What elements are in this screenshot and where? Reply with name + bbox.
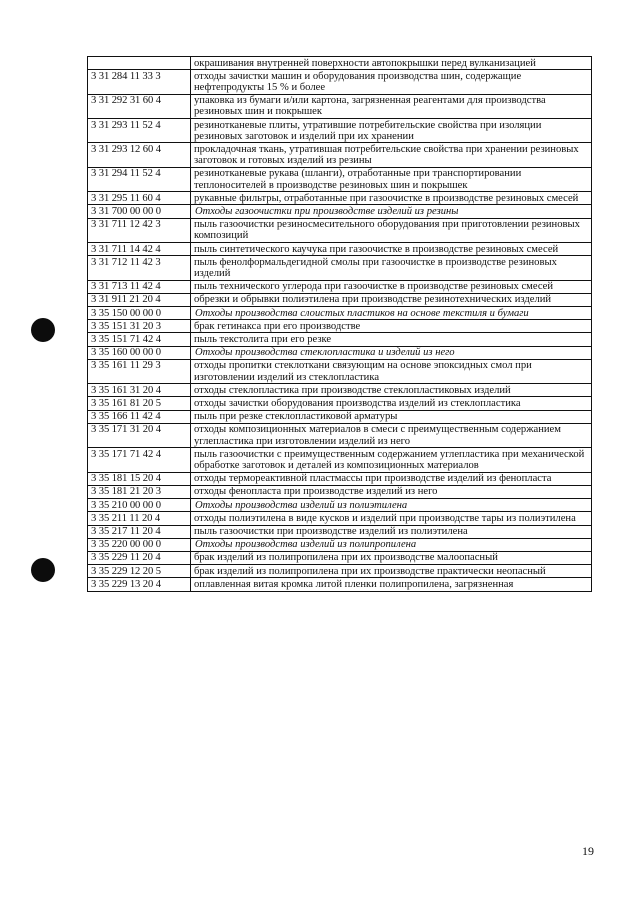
waste-description-cell: упаковка из бумаги и/или картона, загрязненная реагентами для производства резиновых шин и покрышек: [191, 94, 592, 118]
waste-description-cell: отходы стеклопластика при производстве стеклопластиковых изделий: [191, 384, 592, 397]
waste-code-cell: 3 35 181 21 20 3: [88, 485, 191, 498]
waste-code-cell: 3 35 220 00 00 0: [88, 538, 191, 551]
waste-description-cell: окрашивания внутренней поверхности автопокрышки перед вулканизацией: [191, 57, 592, 70]
group-title-cell: Отходы производства слоистых пластиков на основе текстиля и бумаги: [191, 307, 592, 320]
waste-description-cell: отходы фенопласта при производстве изделий из него: [191, 485, 592, 498]
waste-description-cell: рукавные фильтры, отработанные при газоочистке в производстве резиновых смесей: [191, 192, 592, 205]
waste-description-cell: отходы термореактивной пластмассы при производстве изделий из фенопласта: [191, 472, 592, 485]
waste-code-cell: 3 31 292 31 60 4: [88, 94, 191, 118]
waste-description-cell: брак изделий из полипропилена при их производстве практически неопасный: [191, 565, 592, 578]
waste-description-cell: пыль синтетического каучука при газоочистке в производстве резиновых смесей: [191, 243, 592, 256]
waste-description-cell: брак изделий из полипропилена при их производстве малоопасный: [191, 551, 592, 564]
waste-description-cell: брак гетинакса при его производстве: [191, 320, 592, 333]
table-row: [88, 119, 592, 143]
table-row: [88, 384, 592, 397]
table-row: [88, 280, 592, 293]
waste-code-cell: 3 35 229 11 20 4: [88, 551, 191, 564]
waste-description-cell: пыль газоочистки при производстве изделий из полиэтилена: [191, 525, 592, 538]
table-row: [88, 448, 592, 472]
group-header-row: [88, 499, 592, 512]
waste-description-cell: пыль фенолформальдегидной смолы при газоочистке в производстве резиновых изделий: [191, 256, 592, 280]
waste-code-cell: 3 35 217 11 20 4: [88, 525, 191, 538]
waste-code-cell: 3 35 161 81 20 5: [88, 397, 191, 410]
waste-description-cell: пыль газоочистки с преимущественным содержанием углепластика при механической обработке заготовок и деталей из композиционных материалов: [191, 448, 592, 472]
waste-code-cell: 3 35 171 71 42 4: [88, 448, 191, 472]
group-title-cell: Отходы производства изделий из полипропилена: [191, 538, 592, 551]
table-row: [88, 578, 592, 591]
waste-table-body: [88, 57, 592, 592]
waste-description-cell: резинотканевые рукава (шланги), отработанные при транспортировании теплоносителей в производстве резиновых шин и покрышек: [191, 167, 592, 191]
waste-code-cell: 3 35 229 12 20 5: [88, 565, 191, 578]
group-header-row: [88, 346, 592, 359]
waste-description-cell: обрезки и обрывки полиэтилена при производстве резинотехнических изделий: [191, 293, 592, 306]
table-row: [88, 333, 592, 346]
group-header-row: [88, 538, 592, 551]
waste-description-cell: пыль технического углерода при газоочистке в производстве резиновых смесей: [191, 280, 592, 293]
table-row: [88, 565, 592, 578]
waste-code-cell: 3 35 181 15 20 4: [88, 472, 191, 485]
waste-code-cell: 3 31 294 11 52 4: [88, 167, 191, 191]
group-header-row: [88, 205, 592, 218]
waste-code-cell: 3 35 151 71 42 4: [88, 333, 191, 346]
waste-code-cell: 3 35 229 13 20 4: [88, 578, 191, 591]
waste-code-cell: 3 35 171 31 20 4: [88, 423, 191, 447]
table-row: [88, 551, 592, 564]
group-title-cell: Отходы газоочистки при производстве изделий из резины: [191, 205, 592, 218]
table-row: [88, 243, 592, 256]
table-row: [88, 70, 592, 94]
waste-code-cell: 3 31 293 12 60 4: [88, 143, 191, 167]
waste-code-cell: 3 31 700 00 00 0: [88, 205, 191, 218]
waste-description-cell: отходы пропитки стеклоткани связующим на основе эпоксидных смол при изготовлении изделий из стеклопластика: [191, 359, 592, 383]
waste-description-cell: оплавленная витая кромка литой пленки полипропилена, загрязненная: [191, 578, 592, 591]
table-row: [88, 472, 592, 485]
waste-code-cell: 3 35 210 00 00 0: [88, 499, 191, 512]
table-row: [88, 192, 592, 205]
group-title-cell: Отходы производства изделий из полиэтилена: [191, 499, 592, 512]
waste-code-table: [87, 56, 592, 592]
table-row: [88, 293, 592, 306]
binder-hole: [31, 318, 55, 342]
table-row: [88, 57, 592, 70]
table-row: [88, 512, 592, 525]
waste-code-cell: 3 31 911 21 20 4: [88, 293, 191, 306]
waste-code-cell: 3 35 151 31 20 3: [88, 320, 191, 333]
waste-code-cell: 3 31 711 12 42 3: [88, 218, 191, 242]
table-row: [88, 256, 592, 280]
waste-code-cell: 3 31 711 14 42 4: [88, 243, 191, 256]
waste-code-cell: [88, 57, 191, 70]
waste-description-cell: пыль при резке стеклопластиковой арматуры: [191, 410, 592, 423]
table-row: [88, 167, 592, 191]
table-row: [88, 94, 592, 118]
waste-code-cell: 3 35 150 00 00 0: [88, 307, 191, 320]
waste-code-cell: 3 31 713 11 42 4: [88, 280, 191, 293]
waste-description-cell: пыль текстолита при его резке: [191, 333, 592, 346]
waste-description-cell: резинотканевые плиты, утратившие потребительские свойства при изоляции резиновых заготовок и изделий при их хранении: [191, 119, 592, 143]
waste-code-cell: 3 31 284 11 33 3: [88, 70, 191, 94]
table-row: [88, 397, 592, 410]
waste-code-cell: 3 35 211 11 20 4: [88, 512, 191, 525]
waste-code-cell: 3 35 161 11 29 3: [88, 359, 191, 383]
waste-description-cell: отходы зачистки оборудования производства изделий из стеклопластика: [191, 397, 592, 410]
waste-description-cell: отходы полиэтилена в виде кусков и изделий при производстве тары из полиэтилена: [191, 512, 592, 525]
table-row: [88, 359, 592, 383]
table-row: [88, 410, 592, 423]
page-number: 19: [582, 844, 594, 858]
table-row: [88, 218, 592, 242]
table-row: [88, 143, 592, 167]
table-row: [88, 423, 592, 447]
waste-code-cell: 3 35 166 11 42 4: [88, 410, 191, 423]
waste-description-cell: отходы зачистки машин и оборудования производства шин, содержащие нефтепродукты 15 % и более: [191, 70, 592, 94]
table-row: [88, 485, 592, 498]
waste-description-cell: прокладочная ткань, утратившая потребительские свойства при хранении резиновых заготовок и готовых изделий из резины: [191, 143, 592, 167]
table-row: [88, 525, 592, 538]
waste-code-cell: 3 31 712 11 42 3: [88, 256, 191, 280]
waste-code-cell: 3 35 160 00 00 0: [88, 346, 191, 359]
waste-code-cell: 3 31 293 11 52 4: [88, 119, 191, 143]
waste-code-cell: 3 35 161 31 20 4: [88, 384, 191, 397]
group-title-cell: Отходы производства стеклопластика и изделий из него: [191, 346, 592, 359]
table-row: [88, 320, 592, 333]
waste-code-cell: 3 31 295 11 60 4: [88, 192, 191, 205]
waste-description-cell: пыль газоочистки резиносмесительного оборудования при приготовлении резиновых композиций: [191, 218, 592, 242]
binder-hole: [31, 558, 55, 582]
waste-description-cell: отходы композиционных материалов в смеси с преимущественным содержанием углепластика при изготовлении изделий из него: [191, 423, 592, 447]
group-header-row: [88, 307, 592, 320]
